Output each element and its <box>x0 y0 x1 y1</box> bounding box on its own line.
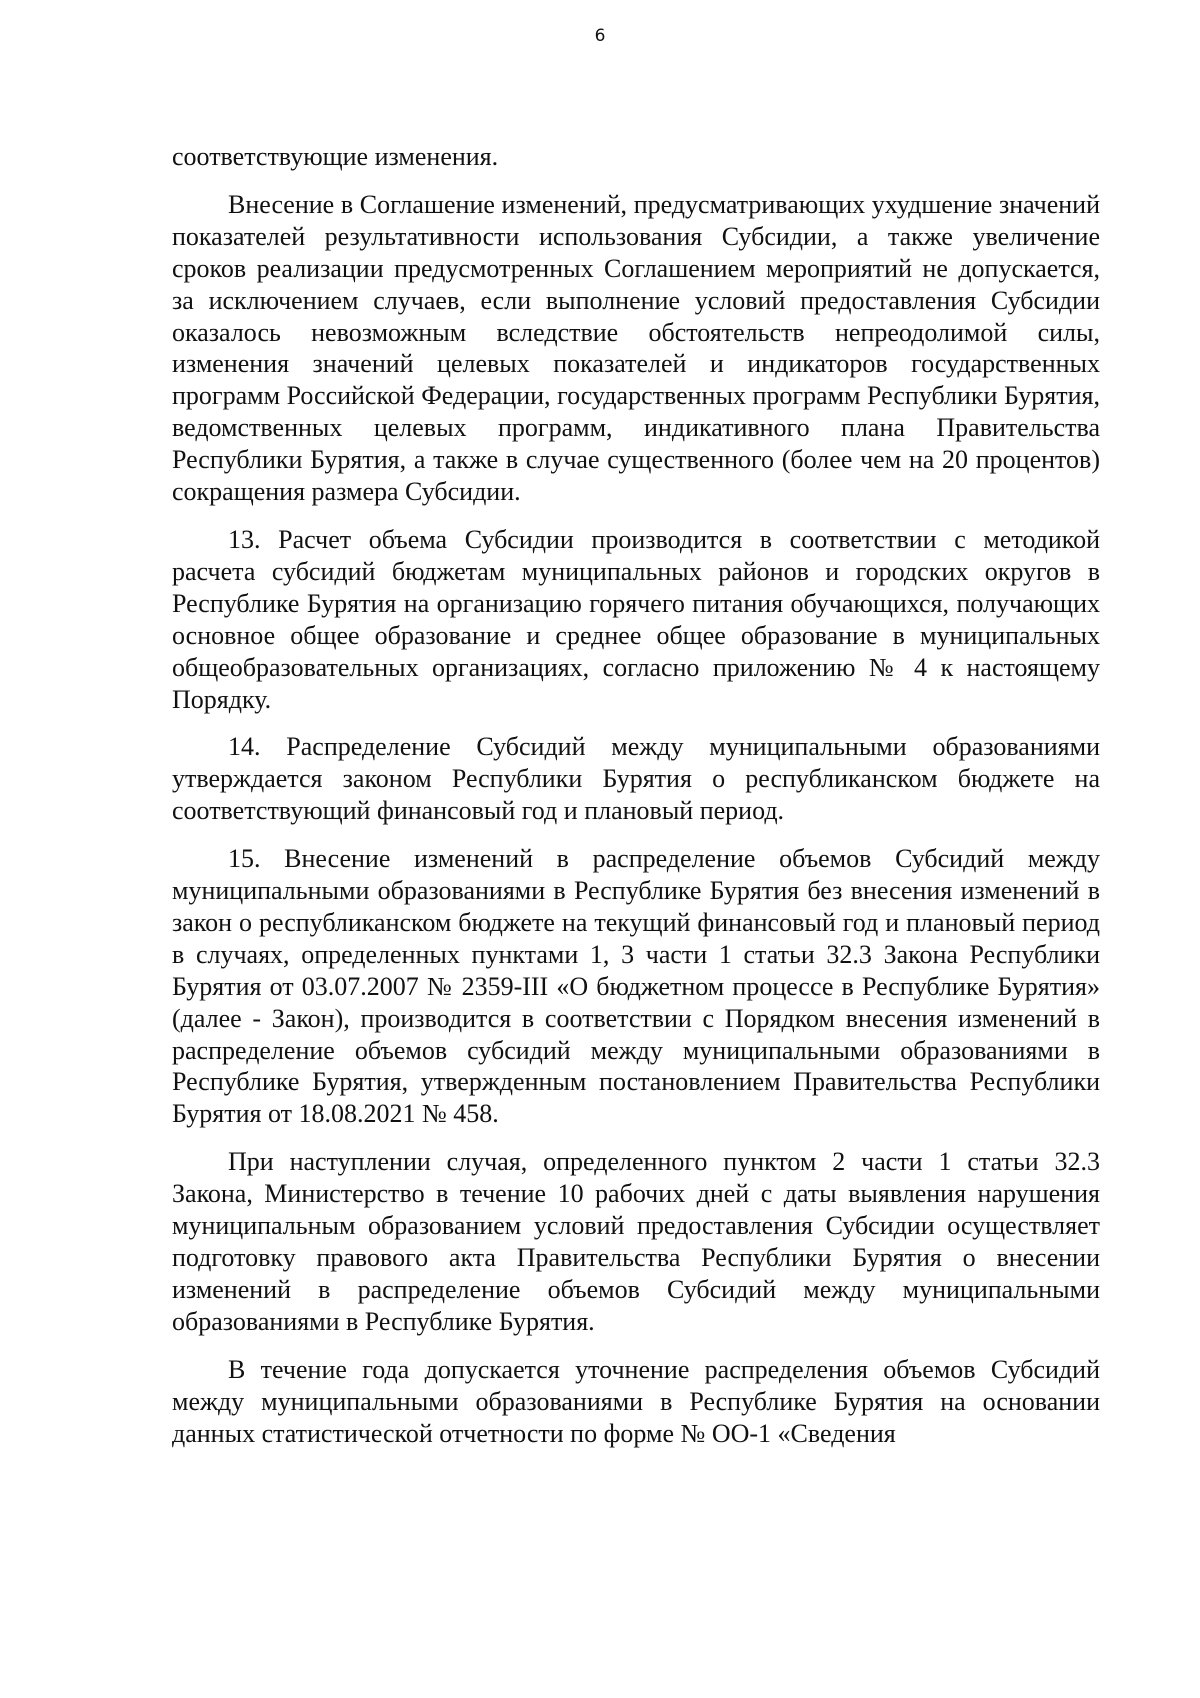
paragraph-agreement-changes: Внесение в Соглашение изменений, предусматривающих ухудшение значений показателей результативности использования Субсидии, а также увеличение сроков реализации предусмотренных Соглашением мероприятий не допускается, за исключением случаев, если выполнение условий предоставления Субсидии оказалось невозможным вследствие обстоятельств непреодолимой силы, изменения значений целевых показателей и индикаторов государственных программ Российской Федерации, государственных программ Республики Бурятия, ведомственных целевых программ, индикативного плана Правительства Республики Бурятия, а также в случае существенного (более чем на 20 процентов) сокращения размера Субсидии. <box>172 189 1100 507</box>
paragraph-violation-case: При наступлении случая, определенного пунктом 2 части 1 статьи 32.3 Закона, Министерство в течение 10 рабочих дней с даты выявления нарушения муниципальным образованием условий предоставления Субсидии осуществляет подготовку правового акта Правительства Республики Бурятия о внесении изменений в распределение объемов Субсидий между муниципальными образованиями в Республике Бурятия. <box>172 1147 1100 1336</box>
paragraph-year-adjustment: В течение года допускается уточнение распределения объемов Субсидий между муниципальными образованиями в Республике Бурятия на основании данных статистической отчетности по форме № ОО-1 «Сведения <box>172 1354 1100 1448</box>
paragraph-item-14: 14. Распределение Субсидий между муниципальными образованиями утверждается законом Республики Бурятия о республиканском бюджете на соответствующий финансовый год и плановый период. <box>172 732 1100 826</box>
paragraph-item-13: 13. Расчет объема Субсидии производится в соответствии с методикой расчета субсидий бюджетам муниципальных районов и городских округов в Республике Бурятия на организацию горячего питания обучающихся, получающих основное общее образование и среднее общее образование в муниципальных общеобразовательных организациях, согласно приложению № 4 к настоящему Порядку. <box>172 524 1100 714</box>
paragraph-item-15: 15. Внесение изменений в распределение объемов Субсидий между муниципальными образованиями в Республике Бурятия без внесения изменений в закон о республиканском бюджете на текущий финансовый год и плановый период в случаях, определенных пунктами 1, 3 части 1 статьи 32.3 Закона Республики Бурятия от 03.07.2007 № 2359-III «О бюджетном процессе в Республике Бурятия» (далее - Закон), производится в соответствии с Порядком внесения изменений в распределение объемов субсидий между муниципальными образованиями в Республике Бурятия, утвержденным постановлением Правительства Республики Бурятия от 18.08.2021 № 458. <box>172 844 1100 1129</box>
document-body <box>172 141 1100 1449</box>
paragraph-continuation: соответствующие изменения. <box>172 142 499 171</box>
page-number: 6 <box>594 26 606 46</box>
